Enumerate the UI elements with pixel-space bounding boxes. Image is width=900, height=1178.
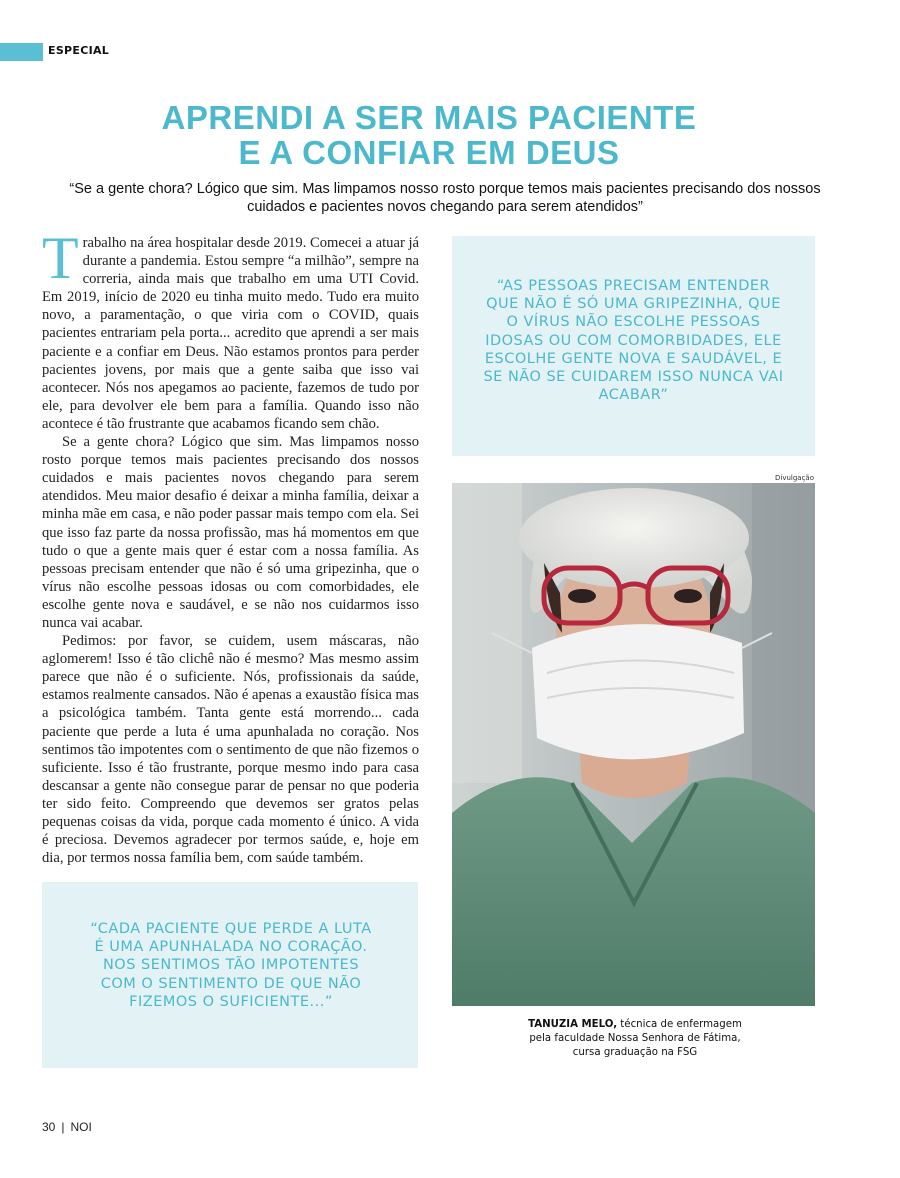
article-title-line-2: E A CONFIAR EM DEUS: [238, 134, 620, 171]
caption-line-2: pela faculdade Nossa Senhora de Fátima,: [529, 1033, 741, 1044]
pull-quote-right: “AS PESSOAS PRECISAM ENTENDER QUE NÃO É SÓ UMA GRIPEZINHA, QUE O VÍRUS NÃO ESCOLHE PESSOAS IDOSAS OU COM COMORBIDADES, ELE ESCOLHE GENTE NOVA E SAUDÁVEL, E SE NÃO SE CUIDAREM ISSO NUNCA VAI ACABAR”: [483, 278, 784, 404]
page-number: 30: [42, 1120, 56, 1134]
drop-cap: T: [42, 225, 79, 291]
body-paragraph-3: Pedimos: por favor, se cuidem, usem máscaras, não aglomerem! Isso é tão clichê não é mesmo? Mas mesmo assim parece que não é o suficiente. Nós, profissionais da saúde, estamos realmente cansados. Não é apenas a exaustão física mas a psicológica também. Tanta gente está morrendo... cada paciente que perde a luta é uma apunhalada no coração. Nos sentimos tão impotentes com o sentimento de que não fizemos o suficiente. Isso é tão frustrante, porque mesmo indo para casa descansar a gente não consegue parar de pensar no que poderia ter sido feito. Compreendo que devemos ser gratos pelas pequenas coisas da vida, porque cada momento é único. A vida é preciosa. Devemos agradecer por termos saúde, e, hoje em dia, por termos nossa família bem, com saúde também.: [42, 633, 419, 867]
pull-quote-box-left: [42, 882, 418, 1068]
caption-role: técnica de enfermagem: [617, 1019, 742, 1030]
magazine-name: NOI: [70, 1120, 92, 1134]
article-body: [42, 225, 419, 867]
photo-caption: [490, 1018, 780, 1060]
article-title-line-1: APRENDI A SER MAIS PACIENTE: [161, 99, 697, 136]
section-accent-bar: [0, 43, 43, 61]
section-label: ESPECIAL: [48, 44, 110, 57]
photo-credit: Divulgação: [774, 474, 814, 482]
pull-quote-left: “CADA PACIENTE QUE PERDE A LUTA É UMA APUNHALADA NO CORAÇÃO. NOS SENTIMOS TÃO IMPOTENTES COM O SENTIMENTO DE QUE NÃO FIZEMOS O SUFICIENTE...”: [90, 921, 372, 1010]
caption-line-1: [490, 1018, 780, 1032]
caption-name: TANUZIA MELO,: [528, 1019, 618, 1030]
portrait-photo: [452, 483, 815, 1006]
body-paragraph-2: Se a gente chora? Lógico que sim. Mas limpamos nosso rosto porque temos mais pacientes precisando dos nossos cuidados e mais pacientes novos chegando para serem atendidos. Meu maior desafio é deixar a minha família, deixar a minha mãe em casa, e não poder passar mais tempo com ela. Sei que isso faz parte da nossa profissão, mas há momentos em que tudo o que a gente mais quer é estar com a nossa família. As pessoas precisam entender que não é só uma gripezinha, que o vírus não escolhe pessoas idosas ou com comorbidades, ele escolhe gente nova e saudável, e se não nos cuidarmos isso nunca vai acabar.: [42, 434, 419, 631]
page-footer: [42, 1120, 92, 1134]
caption-line-3: cursa graduação na FSG: [572, 1047, 698, 1058]
footer-separator: |: [61, 1120, 65, 1134]
article-subtitle: “Se a gente chora? Lógico que sim. Mas limpamos nosso rosto porque temos mais pacientes precisando dos nossos cuidados e pacientes novos chegando para serem atendidos”: [69, 181, 821, 215]
body-paragraph-1: Trabalho na área hospitalar desde 2019. Comecei a atuar já durante a pandemia. Estou sempre “a milhão”, sempre na correria, ainda mais que trabalho em uma UTI Covid. Em 2019, início de 2020 eu tinha muito medo. Tudo era muito novo, a paramentação, o que viria com o COVID, quais pacientes entrariam pela porta... acredito que aprendi a ser mais paciente e a confiar em Deus. Não estamos prontos para perder pacientes jovens, por mais que a gente saiba que isso vai acontecer. Nós nos apegamos ao paciente, fazemos de tudo por ele, para devolver ele bem para a família. Quando isso não acontece é tão frustrante que acabamos ficando sem chão.: [42, 225, 419, 432]
article-title: [0, 100, 858, 170]
pull-quote-box-right: [452, 236, 815, 456]
